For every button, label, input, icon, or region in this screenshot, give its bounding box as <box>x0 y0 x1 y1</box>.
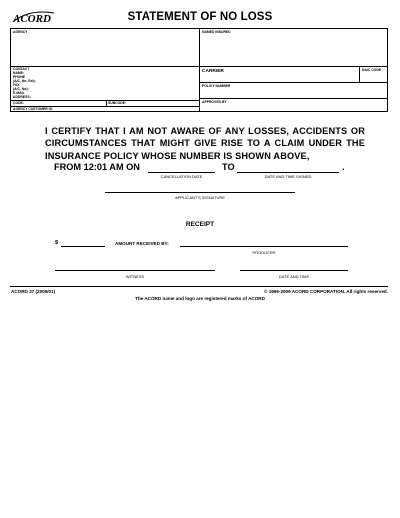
witness-line <box>55 270 215 271</box>
certification-text: I CERTIFY THAT I AM NOT AWARE OF ANY LOSSES, ACCIDENTS OR CIRCUMSTANCES THAT MIGHT GIVE RISE TO A CLAIM UNDER THE INSURANCE POLICY WHOSE NUMBER IS SHOWN ABOVE, <box>45 126 365 161</box>
approved-by-label: APPROVED BY <box>202 100 227 104</box>
date-time-signed-caption: DATE AND TIME SIGNED <box>264 174 312 179</box>
copyright: © 1996-2009 ACORD CORPORATION. All rights reserved. <box>264 289 388 294</box>
date-time-line <box>240 270 348 271</box>
policy-number-label: POLICY NUMBER <box>202 84 231 88</box>
fax-label: FAX (A/C, No): <box>13 83 29 91</box>
page-title: STATEMENT OF NO LOSS <box>127 11 273 23</box>
date-time-signed-line <box>237 172 339 173</box>
logo-text: ACORD <box>13 13 51 25</box>
producer-line <box>180 246 348 247</box>
applicant-signature-caption: APPLICANT'S SIGNATURE <box>175 195 225 200</box>
carrier-label: CARRIER <box>202 69 224 74</box>
named-insured-label: NAMED INSURED <box>202 30 231 34</box>
form-id: ACORD 37 (2009/01) <box>11 289 56 294</box>
cancellation-date-caption: CANCELLATION DATE <box>160 174 203 179</box>
contact-name-label: CONTACT NAME: <box>13 67 30 75</box>
date-time-caption: DATE AND TIME <box>278 274 310 279</box>
naic-code-label: NAIC CODE <box>362 68 382 72</box>
phone-label: PHONE (A/C, No, Ext): <box>13 75 36 83</box>
amount-line <box>61 246 105 247</box>
footer-rule <box>10 286 388 287</box>
trademark-notice: The ACORD name and logo are registered marks of ACORD <box>135 296 265 301</box>
receipt-title: RECEIPT <box>185 221 215 228</box>
subcode-label: SUBCODE: <box>108 101 127 105</box>
code-label: CODE: <box>13 101 24 105</box>
dollar-sign: $ <box>55 240 59 246</box>
to-label: TO <box>222 162 235 172</box>
producer-caption: PRODUCER <box>252 250 276 255</box>
cancellation-date-line <box>148 172 215 173</box>
applicant-signature-line <box>105 192 295 193</box>
witness-caption: WITNESS <box>125 274 145 279</box>
email-label: E-MAIL ADDRESS: <box>13 91 31 99</box>
policy-info-box <box>10 28 388 112</box>
end-mark: . <box>342 162 345 172</box>
agency-label: AGENCY <box>13 30 28 34</box>
agency-customer-id-label: AGENCY CUSTOMER ID: <box>13 107 54 111</box>
from-label: FROM 12:01 AM ON <box>54 162 140 172</box>
amount-received-by-label: AMOUNT RECEIVED BY: <box>115 241 169 246</box>
